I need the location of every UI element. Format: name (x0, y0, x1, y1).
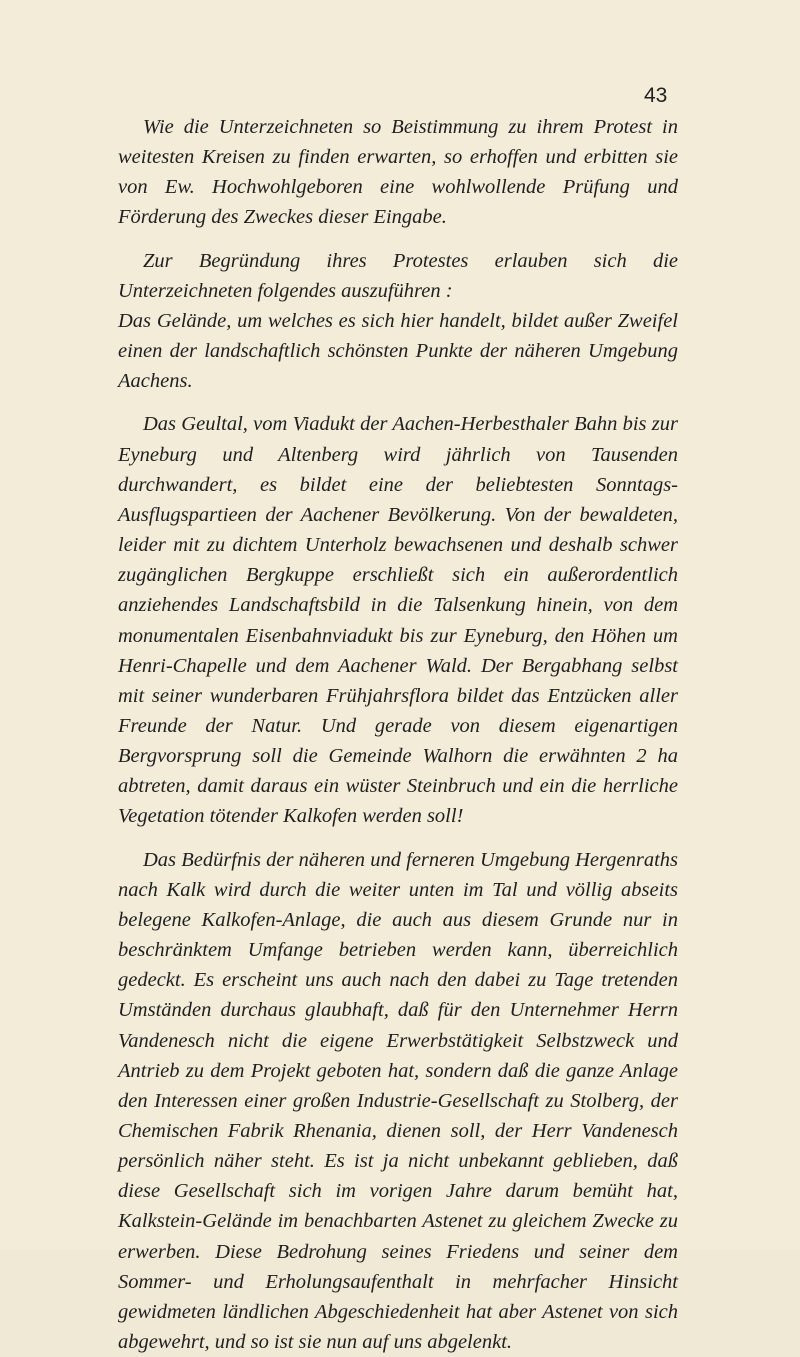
paragraph-5: Das Bedürfnis der näheren und ferneren Umgebung Hergenraths nach Kalk wird durch die weiter unten im Tal und völlig abseits belegene Kalkofen-Anlage, die auch aus diesem Grunde nur in beschränktem Umfange betrieben werden kann, überreichlich gedeckt. Es erscheint uns auch nach den dabei zu Tage tretenden Umständen durchaus glaubhaft, daß für den Unternehmer Herrn Vandenesch nicht die eigene Erwerbstätigkeit Selbstzweck und Antrieb zu dem Projekt geboten hat, sondern daß die ganze Anlage den Interessen einer großen Industrie-Gesellschaft zu Stolberg, der Chemischen Fabrik Rhenania, dienen soll, der Herr Vandenesch persönlich näher steht. Es ist ja nicht unbekannt geblieben, daß diese Gesellschaft sich im vorigen Jahre darum bemüht hat, Kalkstein-Gelände im benachbarten Astenet zu gleichem Zwecke zu erwerben. Diese Bedrohung seines Friedens und seiner dem Sommer- und Erholungsaufenthalt in mehrfacher Hinsicht gewidmeten ländlichen Abgeschiedenheit hat aber Astenet von sich abgewehrt, und so ist sie nun auf uns abgelenkt. (118, 848, 678, 1354)
paragraph-1: Wie die Unterzeichneten so Beistimmung zu ihrem Protest in weitesten Kreisen zu finden erwarten, so erhoffen und erbitten sie von Ew. Hochwohlgeboren eine wohlwollende Prüfung und Förderung des Zweckes dieser Eingabe. (118, 116, 678, 229)
page-number: 43 (644, 84, 668, 107)
paragraph-4: Das Geultal, vom Viadukt der Aachen-Herbesthaler Bahn bis zur Eyneburg und Altenberg wird jährlich von Tausenden durchwandert, es bildet eine der beliebtesten Sonntags-Ausflugspartieen der Aachener Bevölkerung. Von der bewaldeten, leider mit zu dichtem Unterholz bewachsenen und deshalb schwer zugänglichen Bergkuppe erschließt sich ein außerordentlich anziehendes Landschaftsbild in die Talsenkung hinein, von dem monumentalen Eisenbahnviadukt bis zur Eyneburg, den Höhen um Henri-Chapelle und dem Aachener Wald. Der Bergabhang selbst mit seiner wunderbaren Frühjahrsflora bildet das Entzücken aller Freunde der Natur. Und gerade von diesem eigenartigen Bergvorsprung soll die Gemeinde Walhorn die erwähnten 2 ha abtreten, damit daraus ein wüster Steinbruch und ein die herrliche Vegetation tötender Kalkofen werden soll! (118, 413, 678, 828)
body-text (118, 112, 678, 1357)
paragraph-3: Das Gelände, um welches es sich hier handelt, bildet außer Zweifel einen der landschaftlich schönsten Punkte der näheren Umgebung Aachens. (118, 309, 678, 393)
paragraph-2: Zur Begründung ihres Protestes erlauben sich die Unterzeichneten folgendes auszuführen : (118, 249, 678, 302)
